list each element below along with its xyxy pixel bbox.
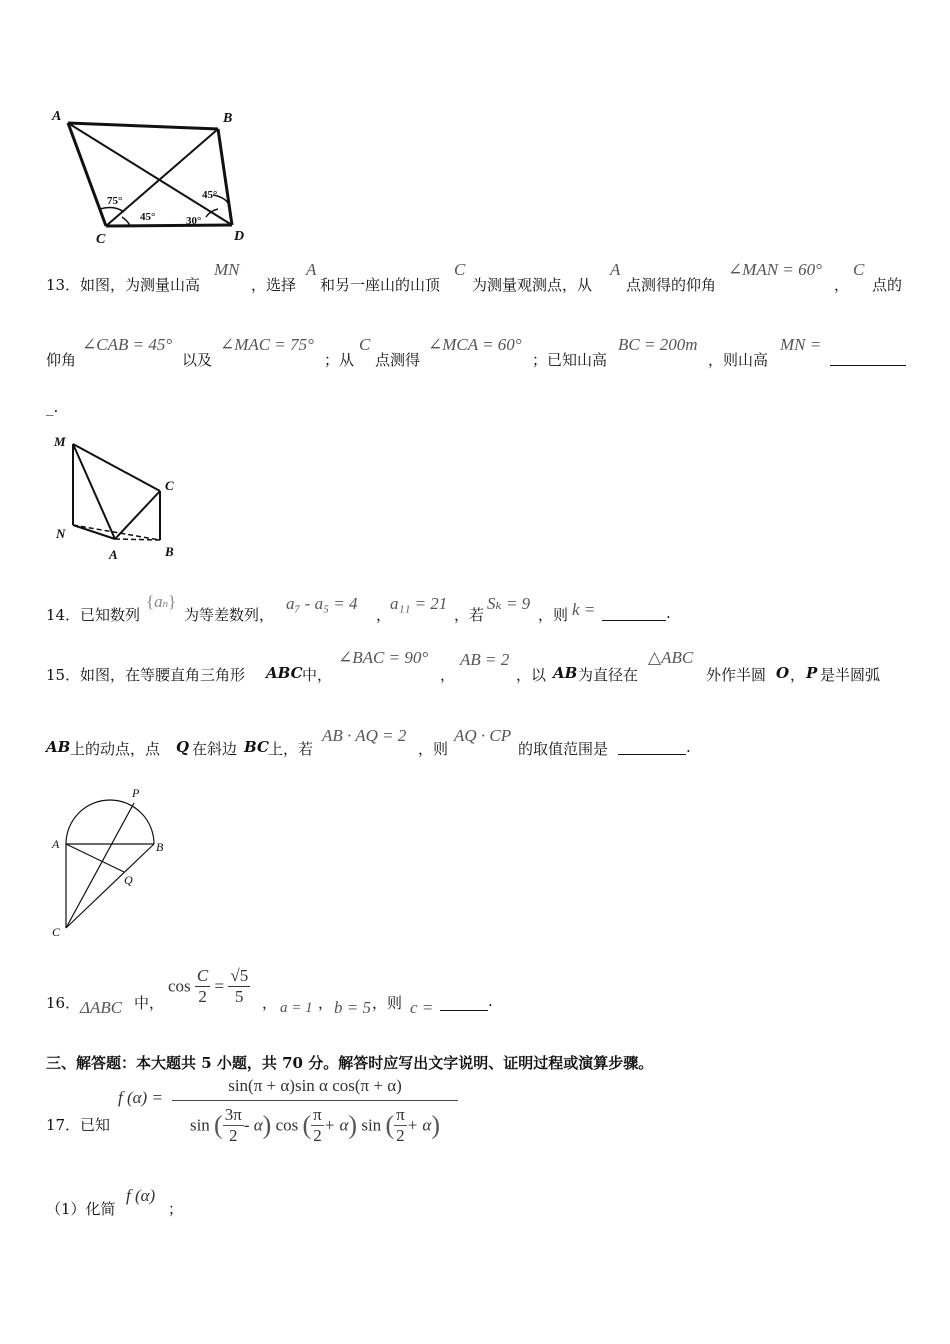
- q13-text: ；已知山高: [532, 351, 608, 369]
- q14-math-a7: a₇ - a₅ = 4: [286, 594, 358, 613]
- q15-math-triangle: △ABC: [648, 648, 694, 667]
- q13-text: 仰角: [46, 351, 77, 369]
- label-a: A: [52, 837, 60, 851]
- q15-answer-blank[interactable]: [618, 740, 686, 755]
- q15-text: ，以: [516, 666, 547, 684]
- q17-math-f: f (α) =: [118, 1088, 163, 1107]
- q15-text: .: [686, 738, 691, 756]
- q17-numerator: sin(π + α)sin α cos(π + α): [228, 1076, 402, 1095]
- segment-cp: [66, 803, 134, 928]
- q13-text: ；从: [324, 351, 355, 369]
- segment-ca: [115, 491, 160, 539]
- q13-line2: [46, 335, 908, 375]
- segment-ma: [73, 444, 115, 539]
- q14-text: ，则: [538, 606, 569, 624]
- label-b: B: [165, 544, 174, 559]
- q15-text: ，: [790, 666, 806, 684]
- segment-mc: [73, 444, 160, 491]
- q13-math-mn: MN: [214, 260, 240, 279]
- q13-math-mn: MN =: [780, 335, 822, 354]
- q15-text: 在斜边: [192, 740, 238, 758]
- q15-text: 外作半圆: [706, 666, 767, 684]
- figure-quadrilateral: [48, 105, 258, 250]
- q15-math-dot-product: AQ · CP: [454, 726, 512, 745]
- q14-text: ，: [376, 606, 392, 624]
- q14-math-sequence: {an}: [146, 592, 177, 611]
- q13-text: 以及: [182, 351, 213, 369]
- q16-text: 中，: [134, 994, 165, 1012]
- segment-ac: [68, 123, 106, 226]
- q17-part1-label: （1）化简: [46, 1200, 116, 1218]
- q16-math-cos-half: cos $\frac{C}{2}$ = $\frac{√5}{5}$: [168, 966, 249, 1006]
- angle-arc-75: [100, 208, 124, 212]
- q13-math-c: C: [853, 260, 865, 279]
- q15-ab: AB: [46, 738, 71, 756]
- q16-text: .: [488, 992, 493, 1010]
- q13-text: 为测量观测点，从: [472, 276, 593, 294]
- label-p: P: [132, 786, 140, 800]
- q14-text: 已知数列: [80, 606, 141, 624]
- label-b: B: [156, 840, 164, 854]
- q13-text: ，选择: [251, 276, 297, 294]
- q13-math-c: C: [359, 335, 371, 354]
- q14-math-a11: a₁₁ = 21: [390, 594, 448, 613]
- q16-text: ，: [262, 994, 278, 1012]
- q13-math-angle-mac: ∠MAC = 75°: [220, 335, 314, 354]
- section-heading: 三、解答题：本大题共 5 小题，共 70 分。解答时应写出文字说明、证明过程或演算步骤。: [46, 1054, 654, 1072]
- q15-text: ，则: [418, 740, 449, 758]
- q15-line1: [46, 648, 906, 688]
- q13-end: _.: [46, 398, 59, 416]
- segment-aq: [66, 844, 124, 872]
- q15-text: 的取值范围是: [518, 740, 609, 758]
- q13-number: 13．: [46, 276, 81, 294]
- q16-math-b: b = 5: [334, 998, 371, 1017]
- q13-text: ，则山高: [708, 351, 769, 369]
- figure-semicircle: [46, 782, 176, 942]
- q16-number: 16．: [46, 994, 81, 1012]
- q16-line: [46, 962, 646, 1022]
- q13-math-a: A: [610, 260, 621, 279]
- segment-ab: [68, 123, 218, 129]
- q16-math-a: a = 1: [280, 1000, 313, 1016]
- label-m: M: [54, 434, 66, 449]
- q16-text: ，: [318, 994, 334, 1012]
- q15-text: 上的动点，点: [70, 740, 161, 758]
- q17-line: [46, 1072, 646, 1158]
- q13-text: 点测得: [375, 351, 421, 369]
- q13-text: 如图，为测量山高: [80, 276, 201, 294]
- label-b: B: [223, 111, 233, 126]
- segment-cd: [106, 225, 232, 226]
- label-c: C: [96, 232, 106, 247]
- q15-math-angle-bac: ∠BAC = 90°: [338, 648, 429, 667]
- q14-line: [46, 590, 746, 630]
- q15-q: Q: [176, 738, 190, 756]
- q17-text: ；: [168, 1200, 184, 1218]
- label-a: A: [52, 109, 62, 124]
- q16-text: ，则: [372, 994, 403, 1012]
- q17-part1: [46, 1186, 346, 1222]
- label-c: C: [52, 925, 61, 939]
- q13-text: ，: [834, 276, 850, 294]
- q15-ab: AB: [553, 664, 578, 682]
- q15-math-dot-product: AB · AQ = 2: [322, 726, 407, 745]
- q14-text: ，若: [454, 606, 485, 624]
- q13-text: 和另一座山的山顶: [320, 276, 441, 294]
- q13-math-angle-cab: ∠CAB = 45°: [82, 335, 173, 354]
- q13-text: 点的: [872, 276, 903, 294]
- label-n: N: [56, 526, 66, 541]
- q15-text: 为直径在: [578, 666, 639, 684]
- q15-text: ，: [440, 666, 456, 684]
- q15-text: 上，若: [268, 740, 314, 758]
- q15-math-ab: AB = 2: [460, 650, 510, 669]
- q16-math-triangle: ΔABC: [80, 998, 123, 1017]
- q17-text: 已知: [80, 1116, 111, 1134]
- q16-math-c: c =: [410, 998, 434, 1017]
- q14-number: 14．: [46, 606, 81, 624]
- q14-answer-blank[interactable]: [602, 606, 666, 621]
- semicircle-arc: [66, 800, 154, 844]
- label-a: A: [109, 547, 118, 562]
- q17-denominator: sin ( $\frac{3\pi}{2}$ - α) cos ( $\frac{\pi}{2}$ + α) sin ( $\frac{\pi}{2}$ + α): [189, 1105, 441, 1145]
- q13-answer-blank[interactable]: [830, 351, 906, 366]
- q15-number: 15．: [46, 666, 81, 684]
- q17-number: 17．: [46, 1116, 81, 1134]
- q15-abc: ABC: [266, 664, 303, 682]
- q15-bc: BC: [244, 738, 269, 756]
- segment-bd: [218, 129, 232, 225]
- q17-math-f: f (α): [126, 1186, 156, 1205]
- figure-mountain: [48, 428, 188, 566]
- label-d: D: [234, 229, 245, 244]
- q13-text: 点测得的仰角: [626, 276, 717, 294]
- q14-math-sk: Sₖ = 9: [487, 594, 531, 613]
- q13-math-a: A: [306, 260, 317, 279]
- q13-math-angle-mca: ∠MCA = 60°: [428, 335, 522, 354]
- q15-text: 是半圆弧: [820, 666, 881, 684]
- q15-line2: [46, 724, 746, 764]
- q15-p: P: [806, 664, 818, 682]
- q16-answer-blank[interactable]: [440, 996, 488, 1011]
- angle-label-75: 75°: [107, 195, 123, 207]
- q13-math-angle-man: ∠MAN = 60°: [728, 260, 822, 279]
- q17-fraction: [172, 1072, 458, 1146]
- q13-math-bc: BC = 200m: [618, 335, 698, 354]
- segment-cb: [66, 844, 154, 928]
- q14-text: .: [666, 604, 671, 622]
- q15-o: O: [776, 664, 790, 682]
- angle-label-30: 30°: [186, 215, 202, 227]
- q14-text: 为等差数列，: [184, 606, 275, 624]
- q13-math-c: C: [454, 260, 466, 279]
- label-c: C: [165, 478, 174, 493]
- label-q: Q: [124, 873, 133, 887]
- angle-label-45a: 45°: [140, 211, 156, 223]
- angle-label-45b: 45°: [202, 189, 218, 201]
- q14-math-k: k =: [572, 600, 596, 619]
- q15-text: 如图，在等腰直角三角形: [80, 666, 246, 684]
- q15-text: 中，: [302, 666, 333, 684]
